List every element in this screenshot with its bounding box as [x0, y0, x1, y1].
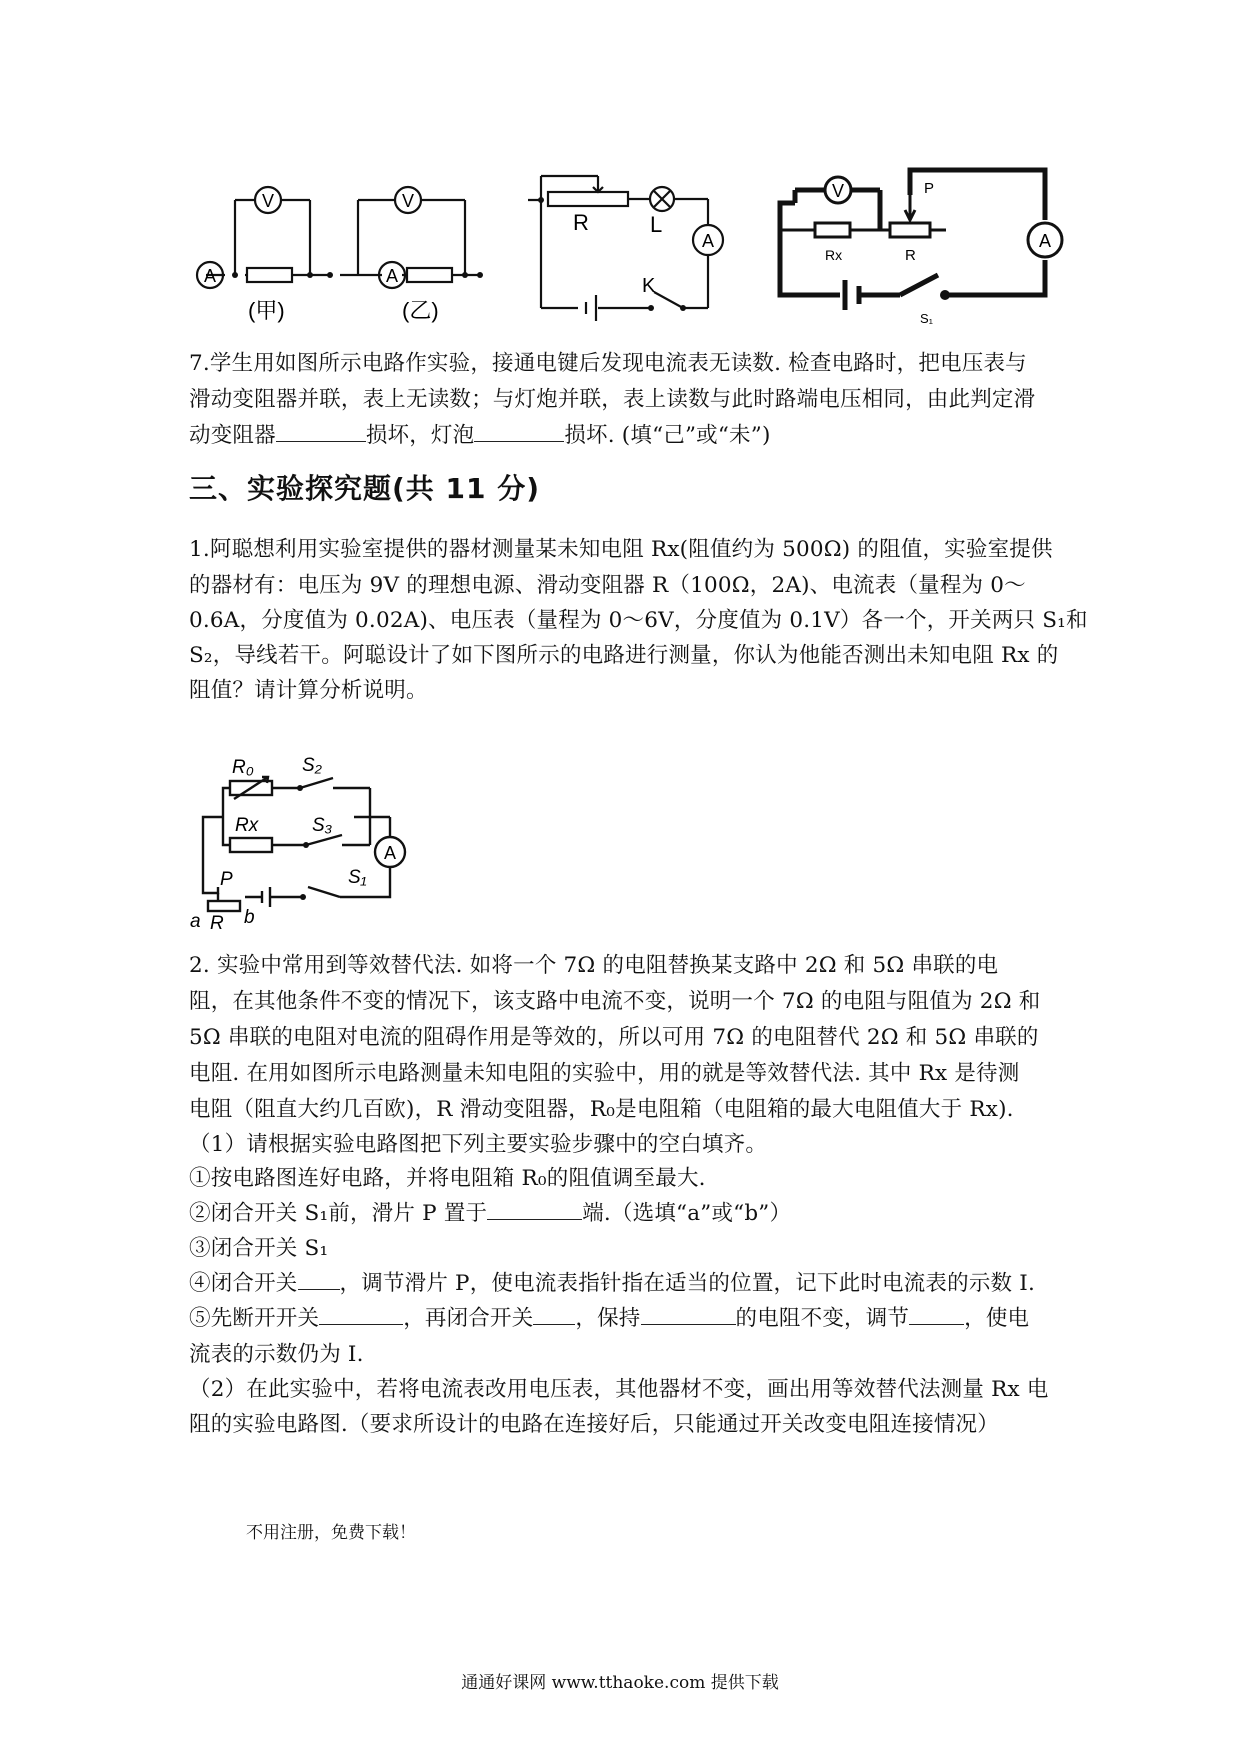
p1-line-5: 阻值？请计算分析说明。	[189, 678, 428, 703]
step5-text-a: ⑤先断开开关	[189, 1306, 320, 1331]
page-footer: 通通好课网 www.tthaoke.com 提供下载	[461, 1673, 779, 1693]
circuit-equivalent-figure	[190, 755, 430, 934]
p2-line-3: 5Ω 串联的电阻对电流的阻碍作用是等效的，所以可用 7Ω 的电阻替代 2Ω 和 5Ω 串联的	[189, 1025, 1039, 1050]
step2-blank[interactable]	[487, 1199, 582, 1220]
p1-line-4: S₂，导线若干。阿聪设计了如下图所示的电路进行测量，你认为他能否测出未知电阻 Rx 的	[189, 643, 1059, 668]
p2-step-5	[189, 1301, 1029, 1332]
slider-p-label: P	[220, 869, 233, 890]
circuit-yi-figure	[340, 170, 490, 330]
step2-text-a: ②闭合开关 S₁前，滑片 P 置于	[189, 1201, 488, 1226]
step4-text-b: ，调节滑片 P，使电流表指针指在适当的位置，记下此时电流表的示数 I.	[339, 1271, 1035, 1296]
step2-text-b: 端.（选填“a”或“b”）	[582, 1201, 792, 1226]
p2-part2-line-2: 阻的实验电路图.（要求所设计的电路在连接好后，只能通过开关改变电阻连接情况）	[189, 1412, 999, 1437]
switch-s2-label: S₂	[302, 755, 322, 776]
p1-line-2: 的器材有：电压为 9V 的理想电源、滑动变阻器 R（100Ω，2A)、电流表（量程为 0～	[189, 573, 1026, 598]
p2-line-2: 阻，在其他条件不变的情况下，该支路中电流不变，说明一个 7Ω 的电阻与阻值为 2Ω 和	[189, 989, 1041, 1014]
switch-s3-label: S₃	[312, 815, 333, 836]
ammeter-label: A	[702, 231, 715, 251]
circuit-rlk-figure	[518, 170, 738, 320]
q7-text-c: 损坏. (填“己”或“未”)	[564, 423, 771, 448]
section-3-title: 三、实验探究题(共 11 分)	[189, 472, 541, 505]
lamp-l-label: L	[650, 212, 663, 237]
step5-blank-4[interactable]	[909, 1304, 964, 1325]
voltmeter-label: V	[402, 191, 415, 211]
ammeter-label: A	[384, 843, 397, 863]
switch-s1-label: S₁	[920, 311, 934, 326]
step5-text-b: ，再闭合开关	[403, 1306, 534, 1331]
step4-blank[interactable]	[298, 1269, 340, 1290]
voltmeter-label: V	[832, 181, 845, 201]
q7-line-2: 滑动变阻器并联，表上无读数；与灯炮并联，表上读数与此时路端电压相同，由此判定滑	[189, 387, 1036, 412]
resistor-rx-label: Rx	[235, 815, 259, 836]
circuit-rx-r-figure	[770, 165, 1070, 330]
slider-p-label: P	[924, 180, 935, 197]
step5-blank-1[interactable]	[319, 1304, 403, 1325]
p2-step-1: ①按电路图连好电路，并将电阻箱 R₀的阻值调至最大.	[189, 1166, 706, 1191]
q7-blank-rheostat[interactable]	[276, 421, 366, 442]
circuit-jia-figure	[190, 170, 340, 330]
p2-step-2	[189, 1196, 791, 1227]
step5-blank-3[interactable]	[641, 1304, 736, 1325]
q7-text-b: 损坏，灯泡	[365, 423, 475, 448]
step5-text-d: 的电阻不变，调节	[735, 1306, 910, 1331]
step5-text-e: ，使电	[964, 1306, 1030, 1331]
q7-line-1: 7.学生用如图所示电路作实验，接通电键后发现电流表无读数. 检查电路时，把电压表与	[189, 351, 1027, 376]
end-a-label: a	[190, 911, 201, 932]
p2-line-5: 电阻（阻直大约几百欧)，R 滑动变阻器，R₀是电阻箱（电阻箱的最大电阻值大于 Rx).	[189, 1097, 1014, 1122]
step5-blank-2[interactable]	[533, 1304, 575, 1325]
switch-s1-label: S₁	[348, 867, 367, 888]
register-note: 不用注册，免费下载！	[246, 1523, 416, 1543]
p1-line-3: 0.6A，分度值为 0.02A)、电压表（量程为 0～6V，分度值为 0.1V）各一个，开关两只 S₁和	[189, 608, 1088, 633]
p2-line-1: 2. 实验中常用到等效替代法. 如将一个 7Ω 的电阻替换某支路中 2Ω 和 5Ω 串联的电	[189, 953, 999, 978]
p2-line-4: 电阻. 在用如图所示电路测量未知电阻的实验中，用的就是等效替代法. 其中 Rx 是待测	[189, 1061, 1020, 1086]
p2-step-3: ③闭合开关 S₁	[189, 1236, 329, 1261]
resistor-r-label: R	[573, 210, 589, 235]
resistor-r-label: R	[905, 247, 916, 264]
step4-text-a: ④闭合开关	[189, 1271, 298, 1296]
switch-k-label: K	[642, 275, 656, 297]
circuit-yi-label: (乙)	[402, 298, 439, 323]
q7-blank-bulb[interactable]	[474, 421, 564, 442]
ammeter-label: A	[204, 266, 217, 286]
p2-part2-line-1: （2）在此实验中，若将电流表改用电压表，其他器材不变，画出用等效替代法测量 Rx 电	[189, 1377, 1049, 1402]
end-b-label: b	[244, 907, 255, 928]
p2-step-0: （1）请根据实验电路图把下列主要实验步骤中的空白填齐。	[189, 1132, 768, 1157]
q7-text-a: 动变阻器	[189, 423, 276, 448]
p2-step-5-cont: 流表的示数仍为 I.	[189, 1342, 364, 1367]
step5-text-c: ，保持	[575, 1306, 641, 1331]
rheostat-r-label: R	[210, 913, 224, 934]
resistor-r0-label: R₀	[232, 757, 254, 778]
ammeter-label: A	[1039, 231, 1052, 251]
resistor-rx-label: Rx	[825, 247, 843, 263]
circuit-jia-label: (甲)	[248, 298, 285, 323]
voltmeter-label: V	[262, 191, 275, 211]
p2-step-4	[189, 1266, 1035, 1297]
p1-line-1: 1.阿聪想利用实验室提供的器材测量某未知电阻 Rx(阻值约为 500Ω) 的阻值，实验室提供	[189, 537, 1053, 562]
ammeter-label: A	[386, 266, 399, 286]
q7-line-3	[189, 418, 771, 449]
